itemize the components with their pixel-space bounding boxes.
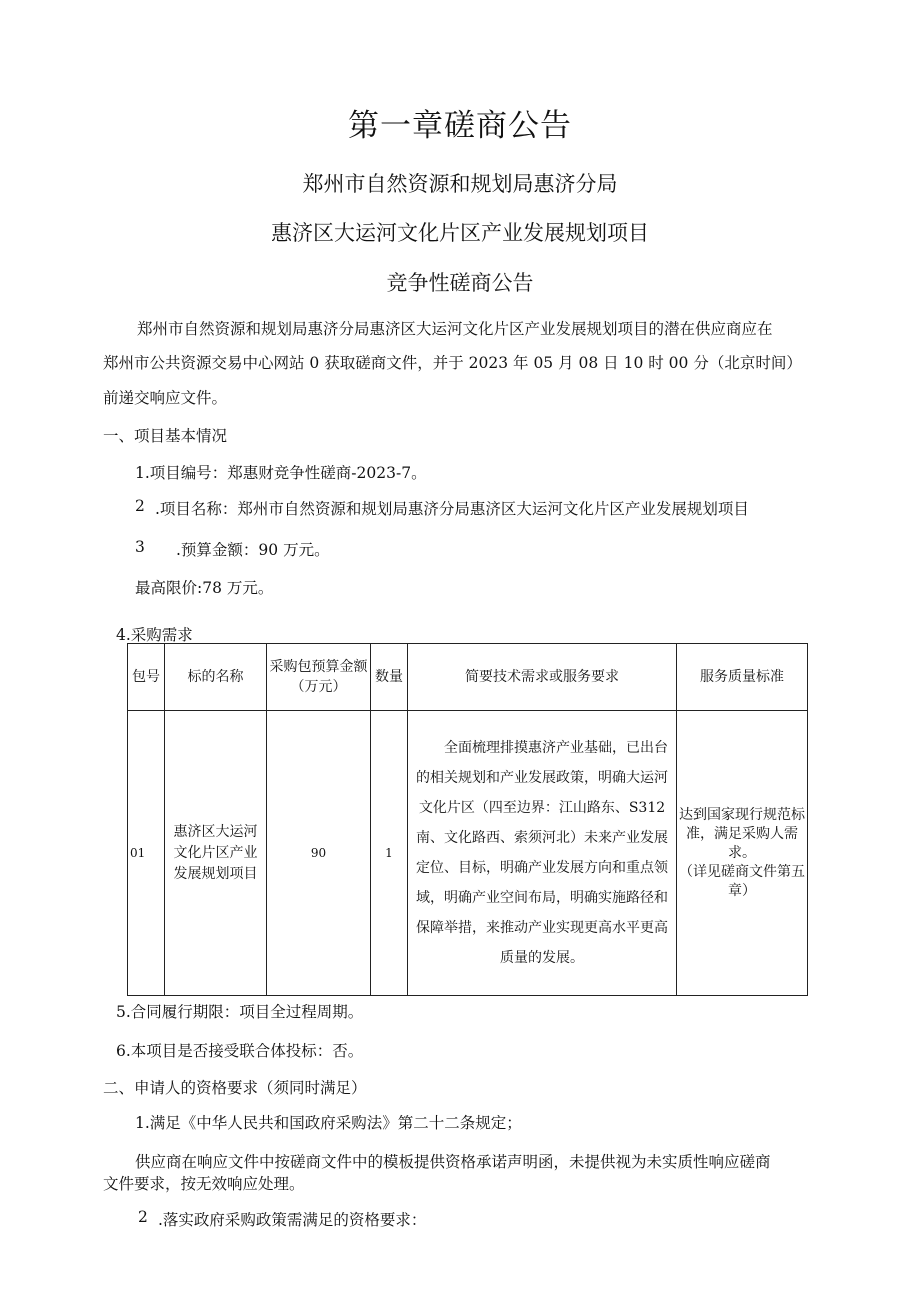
cell-item-name: 惠济区大运河文化片区产业发展规划项目 xyxy=(165,711,267,996)
intro-line-3: 前递交响应文件。 xyxy=(103,389,228,407)
organization-title: 郑州市自然资源和规划局惠济分局 xyxy=(302,172,618,196)
requirement-1-note-line-1: 供应商在响应文件中按磋商文件中的模板提供资格承诺声明函，未提供视为未实质性响应磋商 xyxy=(135,1153,771,1171)
cell-requirements xyxy=(408,711,677,996)
header-requirements: 简要技术需求或服务要求 xyxy=(408,644,677,711)
section-2-heading: 二、申请人的资格要求（须同时满足） xyxy=(103,1079,367,1097)
header-item-name: 标的名称 xyxy=(165,644,267,711)
table-header-row xyxy=(128,644,808,711)
header-budget: 采购包预算金额（万元） xyxy=(267,644,371,711)
requirement-1-note-line-2: 文件要求，按无效响应处理。 xyxy=(103,1175,305,1193)
requirement-2: .落实政府采购政策需满足的资格要求： xyxy=(158,1211,427,1229)
intro-line-1: 郑州市自然资源和规划局惠济分局惠济区大运河文化片区产业发展规划项目的潜在供应商应在 xyxy=(137,320,773,338)
chapter-title: 第一章磋商公告 xyxy=(348,108,572,144)
item-project-number: 1.项目编号：郑惠财竞争性磋商-2023-7。 xyxy=(135,464,427,482)
project-title: 惠济区大运河文化片区产业发展规划项目 xyxy=(271,221,649,245)
item-budget: .预算金额：90 万元。 xyxy=(176,541,330,559)
item-contract-period: 5.合同履行期限：项目全过程周期。 xyxy=(116,1003,364,1021)
cell-quantity: 1 xyxy=(371,711,408,996)
notice-title: 竞争性磋商公告 xyxy=(386,271,534,295)
item-budget-number: 3 xyxy=(135,538,145,556)
quality-standard-text: 达到国家现行规范标准，满足采购人需求。 xyxy=(679,806,805,861)
section-1-heading: 一、项目基本情况 xyxy=(103,427,228,445)
item-project-name-number: 2 xyxy=(135,497,145,515)
cell-quality-standard xyxy=(677,711,808,996)
max-price: 最高限价:78 万元。 xyxy=(135,579,274,597)
item-consortium: 6.本项目是否接受联合体投标：否。 xyxy=(116,1042,364,1060)
quality-standard-ref: （详见磋商文件第五章） xyxy=(679,863,805,899)
requirements-table xyxy=(127,643,808,996)
requirement-1: 1.满足《中华人民共和国政府采购法》第二十二条规定； xyxy=(135,1114,522,1132)
header-quantity: 数量 xyxy=(371,644,408,711)
requirements-text: 全面梳理排摸惠济产业基础，已出台的相关规划和产业发展政策，明确大运河文化片区（四至边界：江山路东、S312 南、文化路西、索须河北）未来产业发展定位、目标，明确产业发展方向和重点领域，明确产业空间布局，明确实施路径和保障举措，来推动产业实现更高水平更高质量的发展。 xyxy=(416,740,668,966)
cell-budget: 90 xyxy=(267,711,371,996)
item-procurement-needs: 4.采购需求 xyxy=(116,626,193,644)
intro-line-2: 郑州市公共资源交易中心网站 0 获取磋商文件，并于 2023 年 05 月 08 日 10 时 00 分（北京时间） xyxy=(103,354,802,372)
requirement-2-number: 2 xyxy=(138,1208,148,1226)
header-package-no: 包号 xyxy=(128,644,165,711)
header-quality-standard: 服务质量标准 xyxy=(677,644,808,711)
table-row xyxy=(128,711,808,996)
item-project-name: .项目名称：郑州市自然资源和规划局惠济分局惠济区大运河文化片区产业发展规划项目 xyxy=(155,500,749,518)
cell-package-no: 01 xyxy=(128,711,165,996)
